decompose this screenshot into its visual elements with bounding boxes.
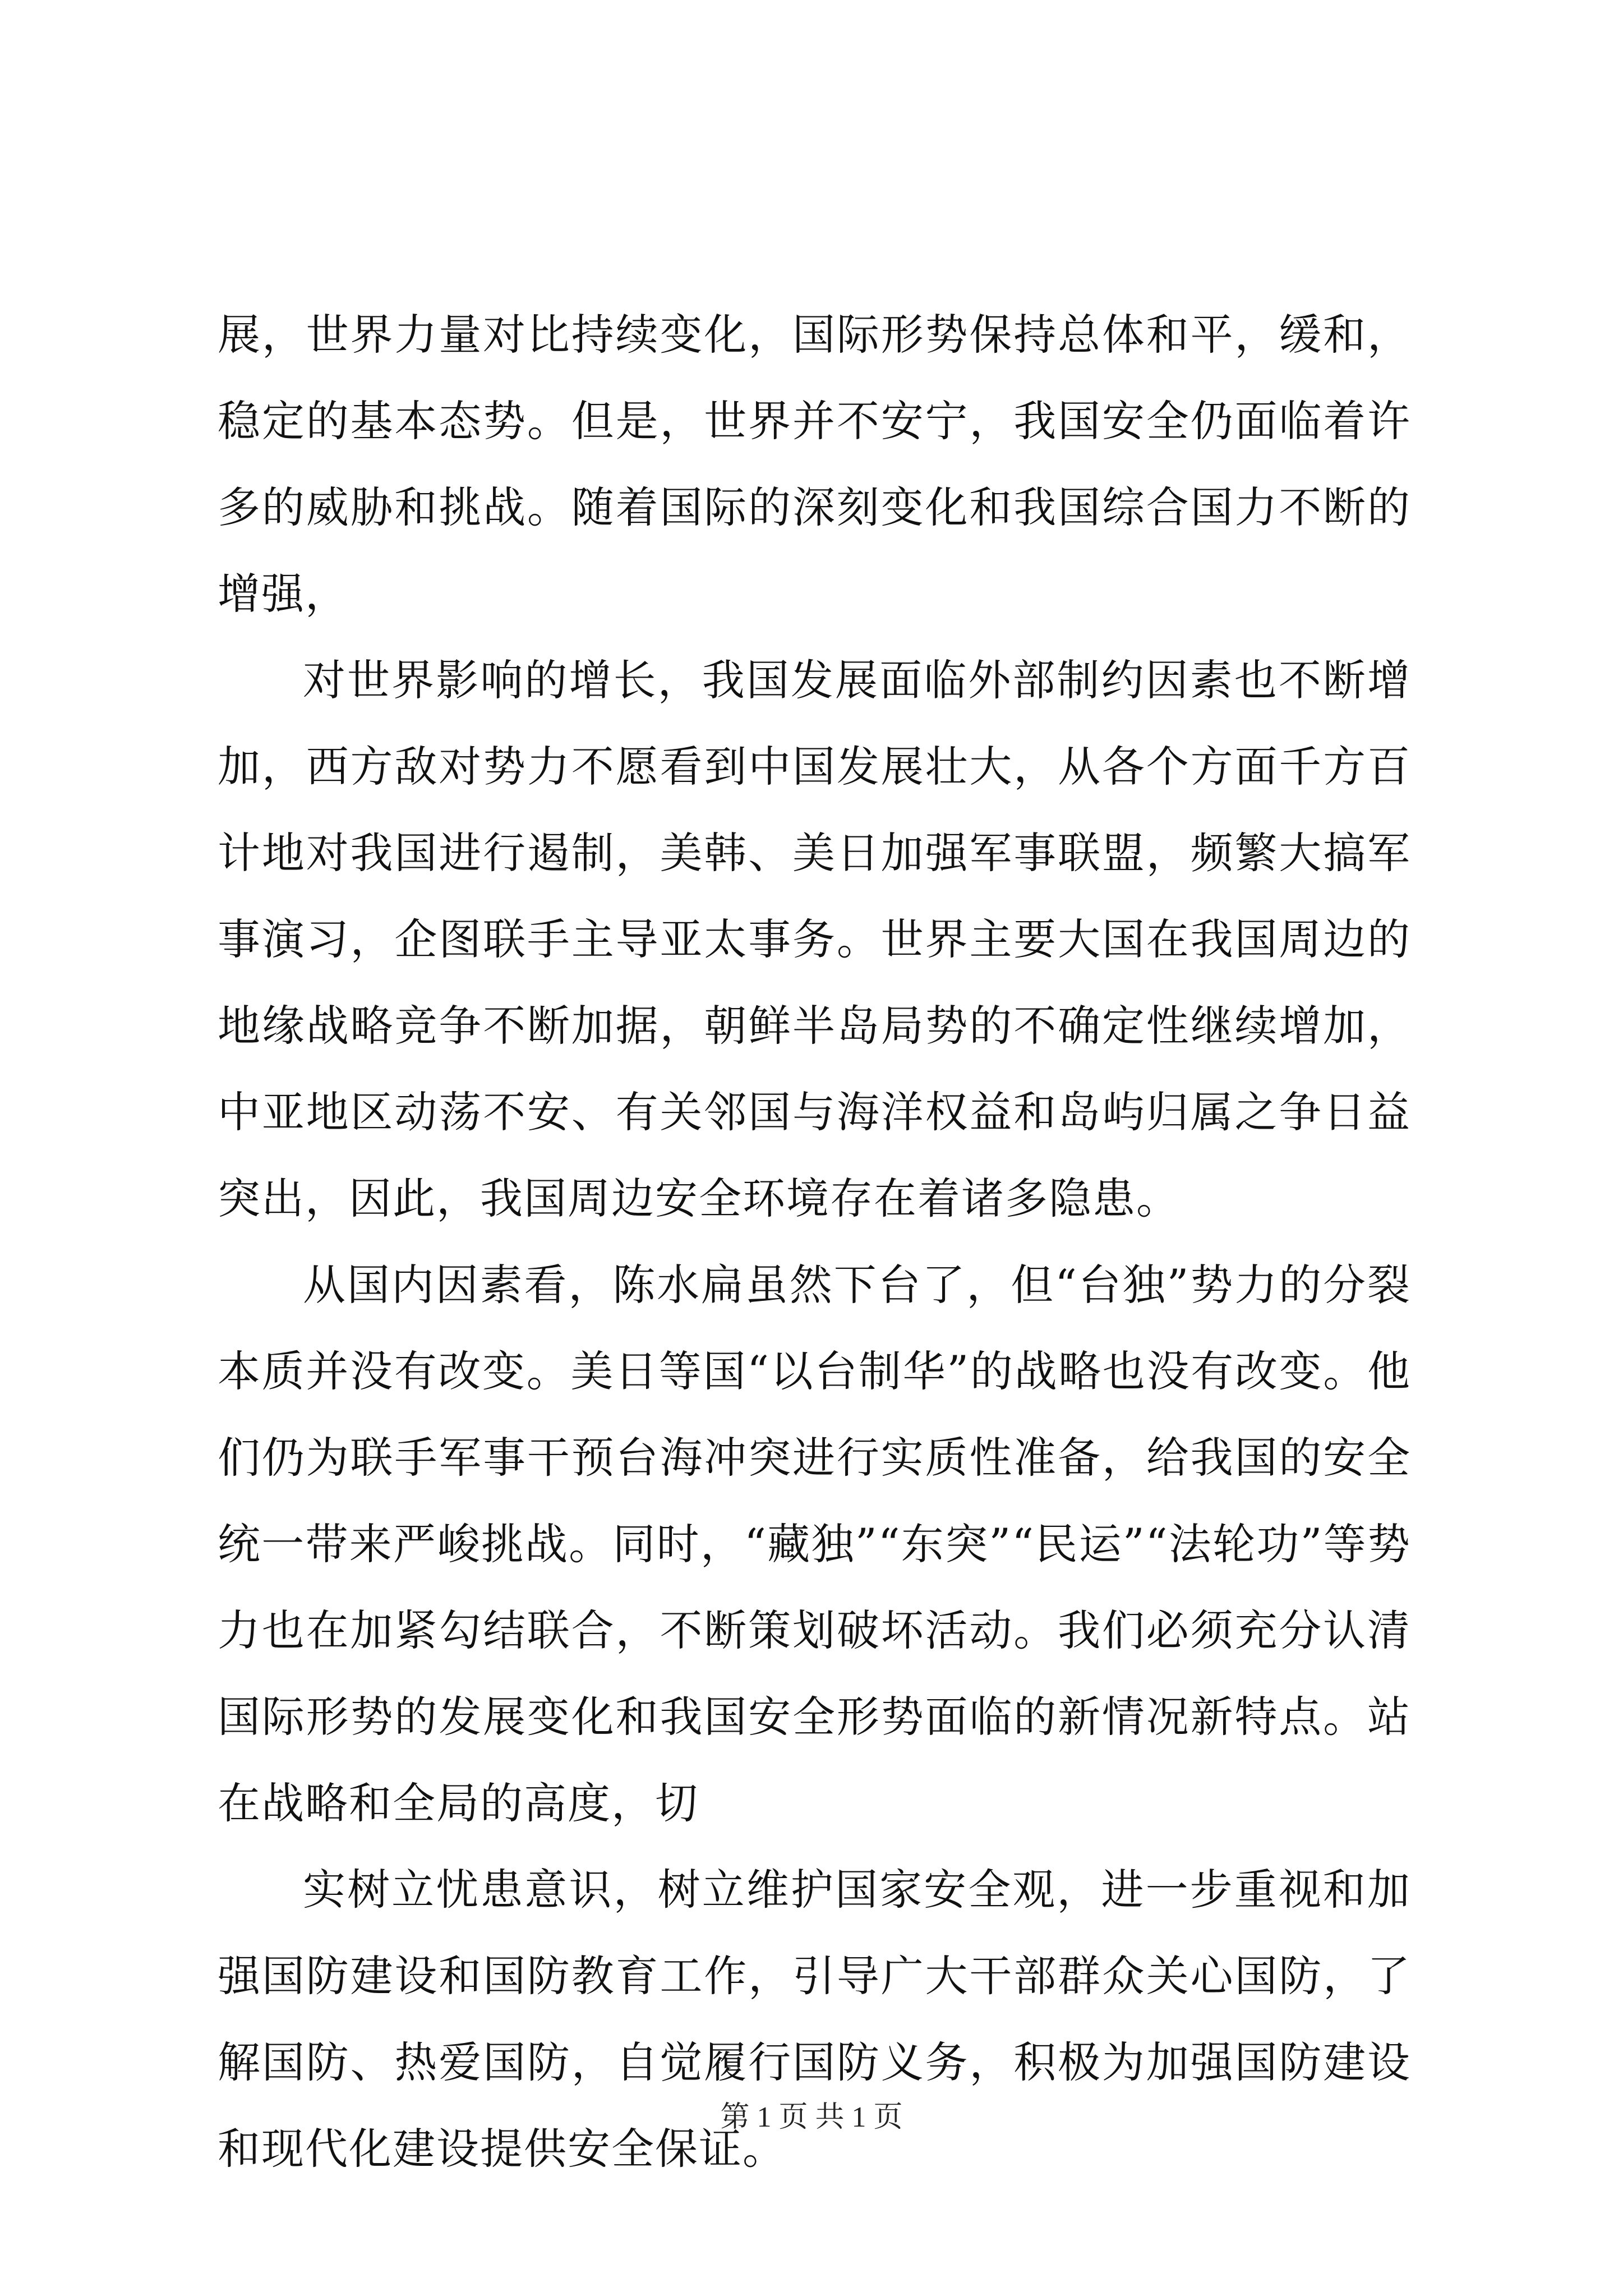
paragraph-1: 展，世界力量对比持续变化，国际形势保持总体和平，缓和，稳定的基本态势。但是，世界并不安宁，我国安全仍面临着许多的威胁和挑战。随着国际的深刻变化和我国综合国力不断的增强，	[218, 310, 1411, 619]
document-body	[218, 292, 1411, 2192]
paragraph-4: 实树立忧患意识，树立维护国家安全观，进一步重视和加强国防建设和国防教育工作，引导广大干部群众关心国防，了解国防、热爱国防，自觉履行国防义务，积极为加强国防建设和现代化建设提供安全保证。	[218, 1865, 1411, 2174]
paragraph-3: 从国内因素看，陈水扁虽然下台了，但“台独”势力的分裂本质并没有改变。美日等国“以台制华”的战略也没有改变。他们仍为联手军事干预台海冲突进行实质性准备，给我国的安全统一带来严峻挑战。同时，“藏独”“东突”“民运”“法轮功”等势力也在加紧勾结联合，不断策划破坏活动。我们必须充分认清国际形势的发展变化和我国安全形势面临的新情况新特点。站在战略和全局的高度，切	[218, 1260, 1411, 1828]
paragraph-2: 对世界影响的增长，我国发展面临外部制约因素也不断增加，西方敌对势力不愿看到中国发展壮大，从各个方面千方百计地对我国进行遏制，美韩、美日加强军事联盟，频繁大搞军事演习，企图联手主导亚太事务。世界主要大国在我国周边的地缘战略竞争不断加据，朝鲜半岛局势的不确定性继续增加，中亚地区动荡不安、有关邻国与海洋权益和岛屿归属之争日益突出，因此，我国周边安全环境存在着诸多隐患。	[218, 655, 1411, 1223]
page-number-footer: 第 1 页 共 1 页	[720, 2101, 903, 2133]
